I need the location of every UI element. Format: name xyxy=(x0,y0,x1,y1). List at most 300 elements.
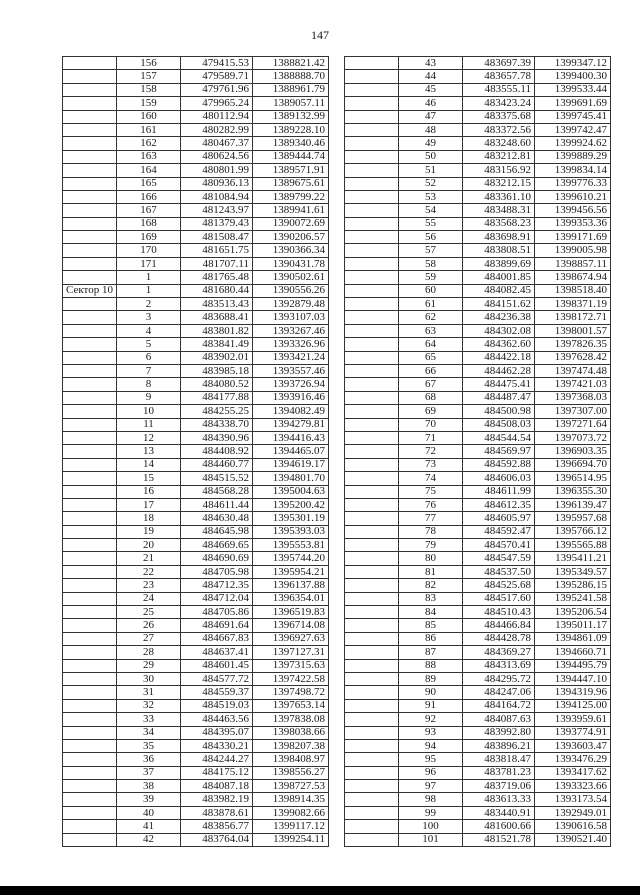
coord-y: 1389057.11 xyxy=(253,97,329,110)
coord-y: 1398408.97 xyxy=(253,753,329,766)
sector-label xyxy=(63,311,117,324)
coord-y: 1399610.21 xyxy=(535,190,611,203)
coordinates-table-right-body xyxy=(345,57,611,847)
coord-x: 481379.43 xyxy=(181,217,253,230)
point-number: 171 xyxy=(117,257,181,270)
table-row xyxy=(345,231,611,244)
table-row xyxy=(63,257,329,270)
table-row xyxy=(345,592,611,605)
sector-label xyxy=(345,820,399,833)
coord-y: 1399117.12 xyxy=(253,820,329,833)
sector-label xyxy=(63,110,117,123)
coord-x: 484001.85 xyxy=(463,271,535,284)
coord-x: 484508.03 xyxy=(463,418,535,431)
table-row xyxy=(345,271,611,284)
sector-label xyxy=(63,699,117,712)
coord-x: 483808.51 xyxy=(463,244,535,257)
sector-label xyxy=(345,257,399,270)
table-row xyxy=(345,753,611,766)
sector-label xyxy=(63,713,117,726)
sector-label xyxy=(345,97,399,110)
coord-x: 483697.39 xyxy=(463,57,535,70)
point-number: 10 xyxy=(117,405,181,418)
point-number: 26 xyxy=(117,619,181,632)
sector-label xyxy=(63,244,117,257)
coord-y: 1394465.07 xyxy=(253,445,329,458)
sector-label xyxy=(345,833,399,846)
coord-y: 1399082.66 xyxy=(253,806,329,819)
sector-label xyxy=(63,833,117,846)
point-number: 2 xyxy=(117,298,181,311)
point-number: 47 xyxy=(399,110,463,123)
table-row xyxy=(345,244,611,257)
coord-x: 484547.59 xyxy=(463,552,535,565)
coord-x: 481600.66 xyxy=(463,820,535,833)
sector-label xyxy=(63,150,117,163)
sector-label xyxy=(345,699,399,712)
sector-label xyxy=(63,123,117,136)
sector-label xyxy=(345,338,399,351)
point-number: 60 xyxy=(399,284,463,297)
table-row xyxy=(345,150,611,163)
point-number: 68 xyxy=(399,391,463,404)
point-number: 158 xyxy=(117,83,181,96)
table-row xyxy=(63,298,329,311)
sector-label xyxy=(345,418,399,431)
coord-x: 483423.24 xyxy=(463,97,535,110)
coord-y: 1393603.47 xyxy=(535,739,611,752)
point-number: 161 xyxy=(117,123,181,136)
point-number: 94 xyxy=(399,739,463,752)
coord-x: 484236.38 xyxy=(463,311,535,324)
sector-label xyxy=(345,806,399,819)
coord-y: 1399456.56 xyxy=(535,204,611,217)
table-row xyxy=(63,833,329,846)
point-number: 79 xyxy=(399,539,463,552)
sector-label xyxy=(63,659,117,672)
coord-y: 1390366.34 xyxy=(253,244,329,257)
sector-label xyxy=(63,351,117,364)
table-row xyxy=(63,579,329,592)
point-number: 18 xyxy=(117,512,181,525)
sector-label xyxy=(63,70,117,83)
coord-y: 1394619.17 xyxy=(253,458,329,471)
coord-y: 1399691.69 xyxy=(535,97,611,110)
sector-label xyxy=(63,177,117,190)
coord-y: 1395004.63 xyxy=(253,485,329,498)
coord-y: 1399889.29 xyxy=(535,150,611,163)
table-row xyxy=(63,766,329,779)
coord-x: 484422.18 xyxy=(463,351,535,364)
point-number: 156 xyxy=(117,57,181,70)
point-number: 74 xyxy=(399,472,463,485)
point-number: 71 xyxy=(399,431,463,444)
coord-y: 1397474.48 xyxy=(535,364,611,377)
coord-x: 483902.01 xyxy=(181,351,253,364)
table-row xyxy=(63,726,329,739)
sector-label xyxy=(345,525,399,538)
coord-x: 484612.35 xyxy=(463,498,535,511)
coord-x: 484475.41 xyxy=(463,378,535,391)
coord-x: 484577.72 xyxy=(181,672,253,685)
sector-label xyxy=(345,284,399,297)
sector-label xyxy=(63,512,117,525)
coord-x: 484087.18 xyxy=(181,780,253,793)
coord-x: 484515.52 xyxy=(181,472,253,485)
table-row xyxy=(63,565,329,578)
sector-label xyxy=(63,137,117,150)
coord-y: 1397826.35 xyxy=(535,338,611,351)
table-row xyxy=(345,97,611,110)
table-row xyxy=(63,806,329,819)
coord-x: 484645.98 xyxy=(181,525,253,538)
coord-y: 1392879.48 xyxy=(253,298,329,311)
point-number: 4 xyxy=(117,324,181,337)
point-number: 89 xyxy=(399,672,463,685)
table-row xyxy=(63,606,329,619)
coord-x: 484466.84 xyxy=(463,619,535,632)
table-row xyxy=(345,726,611,739)
table-row xyxy=(345,552,611,565)
table-row xyxy=(63,820,329,833)
table-row xyxy=(63,97,329,110)
point-number: 66 xyxy=(399,364,463,377)
table-row xyxy=(63,70,329,83)
coord-x: 484487.47 xyxy=(463,391,535,404)
sector-label xyxy=(63,378,117,391)
table-row xyxy=(63,472,329,485)
point-number: 31 xyxy=(117,686,181,699)
coord-y: 1398172.71 xyxy=(535,311,611,324)
coord-y: 1399742.47 xyxy=(535,123,611,136)
coord-y: 1394279.81 xyxy=(253,418,329,431)
coord-y: 1388888.70 xyxy=(253,70,329,83)
point-number: 36 xyxy=(117,753,181,766)
table-row xyxy=(63,150,329,163)
coord-y: 1396514.95 xyxy=(535,472,611,485)
table-row xyxy=(345,70,611,83)
table-row xyxy=(63,686,329,699)
sector-label xyxy=(345,378,399,391)
coord-y: 1398857.11 xyxy=(535,257,611,270)
table-row xyxy=(345,177,611,190)
sector-label xyxy=(63,672,117,685)
coord-x: 483982.19 xyxy=(181,793,253,806)
table-row xyxy=(63,137,329,150)
coord-y: 1394125.00 xyxy=(535,699,611,712)
coord-y: 1399834.14 xyxy=(535,164,611,177)
point-number: 9 xyxy=(117,391,181,404)
point-number: 169 xyxy=(117,231,181,244)
table-row xyxy=(345,525,611,538)
coord-x: 484369.27 xyxy=(463,646,535,659)
coord-y: 1398207.38 xyxy=(253,739,329,752)
sector-label xyxy=(63,632,117,645)
coord-x: 484390.96 xyxy=(181,431,253,444)
coord-x: 483657.78 xyxy=(463,70,535,83)
coord-x: 484630.48 xyxy=(181,512,253,525)
coord-x: 484712.35 xyxy=(181,579,253,592)
coord-y: 1393107.03 xyxy=(253,311,329,324)
coord-y: 1389340.46 xyxy=(253,137,329,150)
point-number: 73 xyxy=(399,458,463,471)
sector-label xyxy=(345,137,399,150)
coord-y: 1397307.00 xyxy=(535,405,611,418)
coord-x: 483555.11 xyxy=(463,83,535,96)
table-row xyxy=(63,552,329,565)
table-row xyxy=(63,659,329,672)
coord-x: 484669.65 xyxy=(181,539,253,552)
sector-label xyxy=(63,458,117,471)
sector-label xyxy=(63,391,117,404)
coord-x: 483992.80 xyxy=(463,726,535,739)
coord-x: 483248.60 xyxy=(463,137,535,150)
sector-label xyxy=(345,431,399,444)
coord-y: 1396927.63 xyxy=(253,632,329,645)
coord-x: 483488.31 xyxy=(463,204,535,217)
sector-label xyxy=(345,739,399,752)
point-number: 170 xyxy=(117,244,181,257)
coord-y: 1396694.70 xyxy=(535,458,611,471)
table-row xyxy=(63,351,329,364)
sector-label xyxy=(345,164,399,177)
table-row xyxy=(63,592,329,605)
point-number: 48 xyxy=(399,123,463,136)
coord-y: 1389444.74 xyxy=(253,150,329,163)
coord-y: 1398556.27 xyxy=(253,766,329,779)
coord-y: 1395286.15 xyxy=(535,579,611,592)
coord-y: 1399776.33 xyxy=(535,177,611,190)
point-number: 75 xyxy=(399,485,463,498)
table-row xyxy=(63,244,329,257)
coord-x: 479761.96 xyxy=(181,83,253,96)
point-number: 8 xyxy=(117,378,181,391)
point-number: 51 xyxy=(399,164,463,177)
sector-label xyxy=(345,726,399,739)
sector-label xyxy=(63,686,117,699)
coord-y: 1397271.64 xyxy=(535,418,611,431)
coord-y: 1393323.66 xyxy=(535,780,611,793)
point-number: 45 xyxy=(399,83,463,96)
point-number: 70 xyxy=(399,418,463,431)
sector-label xyxy=(345,57,399,70)
table-row xyxy=(345,472,611,485)
coord-y: 1398727.53 xyxy=(253,780,329,793)
table-row xyxy=(63,646,329,659)
coord-x: 484537.50 xyxy=(463,565,535,578)
coord-y: 1393916.46 xyxy=(253,391,329,404)
coord-y: 1399745.41 xyxy=(535,110,611,123)
coord-x: 479589.71 xyxy=(181,70,253,83)
table-row xyxy=(345,485,611,498)
sector-label xyxy=(63,525,117,538)
point-number: 163 xyxy=(117,150,181,163)
sector-label xyxy=(63,364,117,377)
coord-x: 483899.69 xyxy=(463,257,535,270)
coord-x: 484295.72 xyxy=(463,672,535,685)
coord-x: 484705.86 xyxy=(181,606,253,619)
sector-label xyxy=(345,458,399,471)
sector-label xyxy=(63,231,117,244)
coord-y: 1398001.57 xyxy=(535,324,611,337)
coord-x: 484080.52 xyxy=(181,378,253,391)
coord-y: 1393726.94 xyxy=(253,378,329,391)
coord-y: 1394319.96 xyxy=(535,686,611,699)
point-number: 64 xyxy=(399,338,463,351)
coord-y: 1397127.31 xyxy=(253,646,329,659)
point-number: 167 xyxy=(117,204,181,217)
coord-y: 1395241.58 xyxy=(535,592,611,605)
sector-label xyxy=(63,579,117,592)
coord-y: 1394660.71 xyxy=(535,646,611,659)
sector-label xyxy=(345,766,399,779)
table-row xyxy=(345,646,611,659)
table-row xyxy=(345,257,611,270)
point-number: 92 xyxy=(399,713,463,726)
point-number: 95 xyxy=(399,753,463,766)
table-row xyxy=(63,405,329,418)
coord-y: 1394801.70 xyxy=(253,472,329,485)
coord-y: 1399005.98 xyxy=(535,244,611,257)
coord-y: 1393774.91 xyxy=(535,726,611,739)
coord-x: 484691.64 xyxy=(181,619,253,632)
coord-y: 1394416.43 xyxy=(253,431,329,444)
coord-y: 1389675.61 xyxy=(253,177,329,190)
point-number: 96 xyxy=(399,766,463,779)
coord-x: 484087.63 xyxy=(463,713,535,726)
coord-x: 484462.28 xyxy=(463,364,535,377)
sector-label xyxy=(345,298,399,311)
table-row xyxy=(345,793,611,806)
coord-y: 1399353.36 xyxy=(535,217,611,230)
coord-y: 1393417.62 xyxy=(535,766,611,779)
coord-y: 1393557.46 xyxy=(253,364,329,377)
table-row xyxy=(63,364,329,377)
coord-y: 1395206.54 xyxy=(535,606,611,619)
sector-label xyxy=(345,539,399,552)
coord-y: 1390521.40 xyxy=(535,833,611,846)
sector-label xyxy=(345,659,399,672)
point-number: 25 xyxy=(117,606,181,619)
point-number: 16 xyxy=(117,485,181,498)
sector-label xyxy=(63,324,117,337)
coord-x: 481243.97 xyxy=(181,204,253,217)
coord-y: 1390431.78 xyxy=(253,257,329,270)
coord-x: 483688.41 xyxy=(181,311,253,324)
coord-y: 1395565.88 xyxy=(535,539,611,552)
coord-x: 483568.23 xyxy=(463,217,535,230)
table-row xyxy=(63,204,329,217)
point-number: 41 xyxy=(117,820,181,833)
coord-x: 483613.33 xyxy=(463,793,535,806)
coord-x: 484255.25 xyxy=(181,405,253,418)
point-number: 12 xyxy=(117,431,181,444)
coord-y: 1390616.58 xyxy=(535,820,611,833)
coord-x: 484601.45 xyxy=(181,659,253,672)
coord-x: 483985.18 xyxy=(181,364,253,377)
point-number: 54 xyxy=(399,204,463,217)
coord-y: 1398914.35 xyxy=(253,793,329,806)
point-number: 46 xyxy=(399,97,463,110)
coord-x: 484151.62 xyxy=(463,298,535,311)
table-row xyxy=(345,458,611,471)
coord-y: 1393959.61 xyxy=(535,713,611,726)
point-number: 43 xyxy=(399,57,463,70)
coord-y: 1399924.62 xyxy=(535,137,611,150)
coord-y: 1397628.42 xyxy=(535,351,611,364)
table-row xyxy=(63,123,329,136)
sector-label xyxy=(63,498,117,511)
coord-y: 1395553.81 xyxy=(253,539,329,552)
point-number: 55 xyxy=(399,217,463,230)
coord-x: 483781.23 xyxy=(463,766,535,779)
coordinates-table-left-body xyxy=(63,57,329,847)
table-row xyxy=(345,445,611,458)
point-number: 24 xyxy=(117,592,181,605)
table-row xyxy=(63,619,329,632)
coord-x: 480112.94 xyxy=(181,110,253,123)
table-row xyxy=(63,498,329,511)
coord-x: 481508.47 xyxy=(181,231,253,244)
sector-label xyxy=(63,780,117,793)
point-number: 32 xyxy=(117,699,181,712)
table-row xyxy=(63,391,329,404)
sector-label xyxy=(63,217,117,230)
coord-y: 1395301.19 xyxy=(253,512,329,525)
table-row xyxy=(63,217,329,230)
sector-label xyxy=(345,231,399,244)
sector-label xyxy=(345,150,399,163)
coord-x: 484510.43 xyxy=(463,606,535,619)
point-number: 77 xyxy=(399,512,463,525)
coord-y: 1396519.83 xyxy=(253,606,329,619)
table-row xyxy=(63,672,329,685)
coord-x: 483719.06 xyxy=(463,780,535,793)
point-number: 69 xyxy=(399,405,463,418)
coord-x: 484330.21 xyxy=(181,739,253,752)
sector-label xyxy=(63,83,117,96)
sector-label xyxy=(63,472,117,485)
point-number: 83 xyxy=(399,592,463,605)
point-number: 39 xyxy=(117,793,181,806)
sector-label xyxy=(345,646,399,659)
coord-x: 480936.13 xyxy=(181,177,253,190)
sector-label xyxy=(63,190,117,203)
coord-x: 484637.41 xyxy=(181,646,253,659)
table-row xyxy=(63,83,329,96)
table-row xyxy=(345,431,611,444)
coord-y: 1399347.12 xyxy=(535,57,611,70)
table-row xyxy=(345,820,611,833)
coord-y: 1396139.47 xyxy=(535,498,611,511)
point-number: 19 xyxy=(117,525,181,538)
coord-x: 484570.41 xyxy=(463,539,535,552)
table-row xyxy=(63,271,329,284)
sector-label xyxy=(63,445,117,458)
point-number: 1 xyxy=(117,284,181,297)
coord-y: 1395957.68 xyxy=(535,512,611,525)
coord-x: 484559.37 xyxy=(181,686,253,699)
table-row xyxy=(345,699,611,712)
coord-x: 479415.53 xyxy=(181,57,253,70)
sector-label xyxy=(345,713,399,726)
table-row xyxy=(345,204,611,217)
sector-label xyxy=(63,739,117,752)
point-number: 29 xyxy=(117,659,181,672)
table-row xyxy=(345,686,611,699)
table-row xyxy=(345,498,611,511)
sector-label xyxy=(63,97,117,110)
